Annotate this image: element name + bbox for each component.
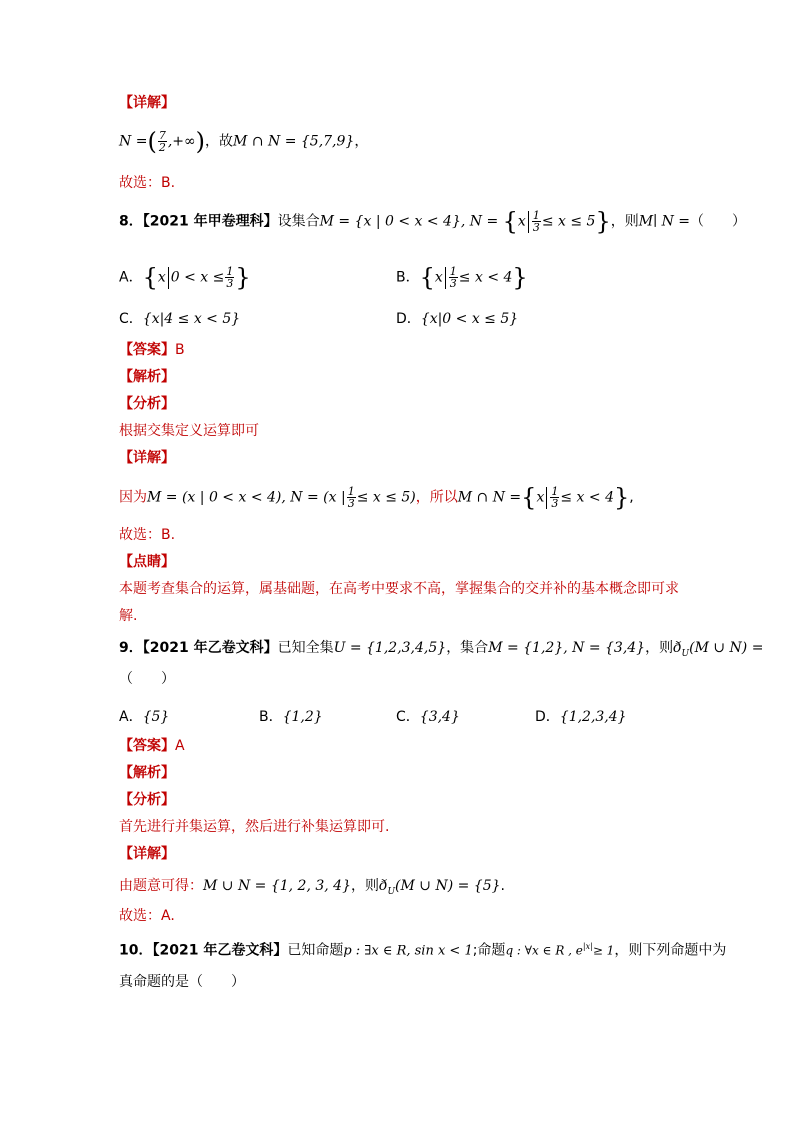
option-label: D．	[396, 311, 421, 327]
q10-stem-pre: 已知命题	[287, 942, 344, 959]
q9-source: 【2021 年乙卷文科】	[142, 640, 278, 656]
detail-end: ,	[629, 489, 634, 506]
q9-stem-then: ，则	[645, 640, 674, 656]
q9-stem-mid: ，集合	[446, 640, 489, 656]
q8-set-n-x: x	[517, 213, 526, 230]
bar-divider	[546, 487, 547, 509]
q8-set-n-post: ≤ x ≤ 5	[541, 213, 596, 230]
detail-pre: 因为	[119, 489, 147, 506]
detail-res-x: x	[536, 489, 545, 506]
q8-set-n-prefix: , N =	[460, 213, 503, 230]
q10-q-expr: q : ∀x ∈ R , e	[505, 943, 583, 958]
complement-sub: U	[387, 886, 396, 897]
seven-halves-fraction: $\frac{7}{2}$	[158, 129, 166, 154]
right-brace-icon: }	[613, 483, 630, 512]
detail-mid: ，所以	[415, 489, 458, 506]
left-brace-icon: {	[419, 263, 435, 292]
q9-complement-post: (M ∪ N) =	[689, 640, 764, 656]
q8-point-text-2: 解.	[119, 608, 138, 624]
q8-detail-line	[119, 483, 634, 512]
q9-blank: （ ）	[119, 671, 175, 687]
q9-detail-label: 【详解】	[119, 846, 175, 862]
option-label: C．	[119, 311, 143, 327]
q8-mn: M∣ N =	[638, 213, 691, 230]
detail-res-fraction: $\frac{1}{3}$	[551, 485, 559, 510]
option-b-post: ≤ x < 4	[458, 269, 513, 286]
option-x: x	[157, 269, 166, 286]
option-a-fraction: $\frac{1}{3}$	[226, 265, 234, 290]
q10-number: 10．	[119, 942, 153, 959]
right-paren-icon: )	[195, 127, 206, 156]
q8-answer: 【答案】B	[119, 342, 185, 358]
q10-stem-end: ，则下列命题中为	[614, 942, 727, 959]
option-x: x	[434, 269, 443, 286]
option-b-fraction: $\frac{1}{3}$	[449, 265, 457, 290]
q9-stem	[119, 638, 763, 664]
left-brace-icon: {	[142, 263, 158, 292]
q8-option-c	[119, 309, 240, 329]
q9-option-c: C．{3,4}	[396, 709, 460, 725]
q9-option-d: D．{1,2,3,4}	[535, 709, 627, 725]
complement-icon: ð	[673, 640, 682, 656]
right-brace-icon: }	[595, 207, 611, 236]
q9-analysis-label: 【解析】	[119, 765, 175, 781]
q9-option-b: B．{1,2}	[259, 709, 323, 725]
bar-divider	[445, 267, 446, 289]
q10-q-post: ≥ 1	[592, 943, 615, 958]
m-intersect-n: M ∩ N = {5,7,9}	[233, 133, 355, 150]
q8-set-n-fraction: $\frac{1}{3}$	[532, 209, 540, 234]
q9-number: 9．	[119, 640, 143, 656]
detail-union: M ∪ N = {1, 2, 3, 4}	[203, 878, 351, 894]
detail-m: M = (x | 0 < x < 4), N = (x |	[147, 489, 346, 506]
detail-mn: M ∩ N =	[457, 489, 522, 506]
q8-point-text-1: 本题考查集合的运算，属基础题，在高考中要求不高，掌握集合的交并补的基本概念即可求	[119, 581, 679, 597]
bar-divider	[528, 211, 529, 233]
q8-option-a	[119, 263, 251, 292]
q8-stem	[119, 207, 747, 236]
n-prefix: N =	[119, 133, 148, 150]
q8-option-b	[396, 263, 528, 292]
q10-stem	[119, 937, 726, 962]
q8-detail-label: 【详解】	[119, 450, 175, 466]
option-d-text: {x|0 < x ≤ 5}	[420, 311, 519, 327]
right-brace-icon: }	[235, 263, 251, 292]
q8-stem-pre: 设集合	[277, 213, 320, 230]
detail-end: .	[500, 878, 505, 894]
q10-p-expr: p : ∃x ∈ R, sin x < 1	[343, 943, 473, 959]
q8-blank: （ ）	[690, 213, 747, 230]
q10-stem-line2: 真命题的是（ ）	[119, 974, 245, 990]
detail-pre: 由题意可得：	[119, 878, 203, 894]
q8-point-label: 【点睛】	[119, 554, 175, 570]
option-label: A．	[119, 269, 143, 286]
left-brace-icon: {	[521, 483, 537, 512]
tail-comma: ，	[354, 133, 369, 150]
n-interval-line	[119, 127, 369, 156]
detail-label: 【详解】	[119, 95, 175, 111]
q8-analysis-label: 【解析】	[119, 369, 175, 385]
q9-fenxi-text: 首先进行并集运算，然后进行补集运算即可.	[119, 819, 390, 835]
detail-mid: ，则	[351, 878, 379, 894]
q9-set-u: U = {1,2,3,4,5}	[333, 640, 447, 656]
q8-fenxi-label: 【分析】	[119, 396, 175, 412]
detail-res-post: ≤ x < 4	[560, 489, 614, 506]
q9-stem-pre: 已知全集	[277, 640, 334, 656]
detail-n-post: ≤ x ≤ 5)	[356, 489, 416, 506]
complement-icon: ð	[379, 878, 388, 894]
q8-source: 【2021 年甲卷理科】	[142, 213, 278, 230]
q10-source: 【2021 年乙卷文科】	[152, 942, 288, 959]
left-paren-icon: (	[147, 127, 157, 156]
q8-number: 8．	[119, 213, 143, 230]
q10-stem-mid: ;命题	[472, 942, 506, 959]
complement-sub: U	[681, 648, 690, 659]
detail-comp-post: (M ∪ N) = {5}	[395, 878, 501, 894]
q8-stem-mid: ，则	[610, 213, 639, 230]
q8-choose: 故选：B.	[119, 527, 176, 543]
answer-choice: 故选：B.	[119, 175, 176, 191]
right-brace-icon: }	[512, 263, 528, 292]
q9-choose: 故选：A.	[119, 908, 175, 924]
q8-set-m: M = {x | 0 < x < 4}	[319, 213, 461, 230]
q9-sets-mn: M = {1,2}, N = {3,4}	[488, 640, 646, 656]
q9-answer: 【答案】A	[119, 738, 185, 754]
bar-divider	[168, 267, 169, 289]
q8-option-d	[396, 309, 518, 329]
left-brace-icon: {	[502, 207, 518, 236]
option-a-mid: 0 < x ≤	[170, 269, 225, 286]
q9-option-a: A．{5}	[119, 709, 170, 725]
q10-q-exp: |x|	[582, 942, 593, 951]
n-suffix: ,+∞	[167, 133, 196, 150]
option-label: B．	[396, 269, 420, 286]
q9-fenxi-label: 【分析】	[119, 792, 175, 808]
q9-detail-line	[119, 876, 505, 902]
conclusion-text: ，故	[205, 133, 234, 150]
detail-fraction: $\frac{1}{3}$	[347, 485, 355, 510]
q8-fenxi-text: 根据交集定义运算即可	[119, 423, 259, 439]
option-c-text: {x|4 ≤ x < 5}	[142, 311, 241, 327]
